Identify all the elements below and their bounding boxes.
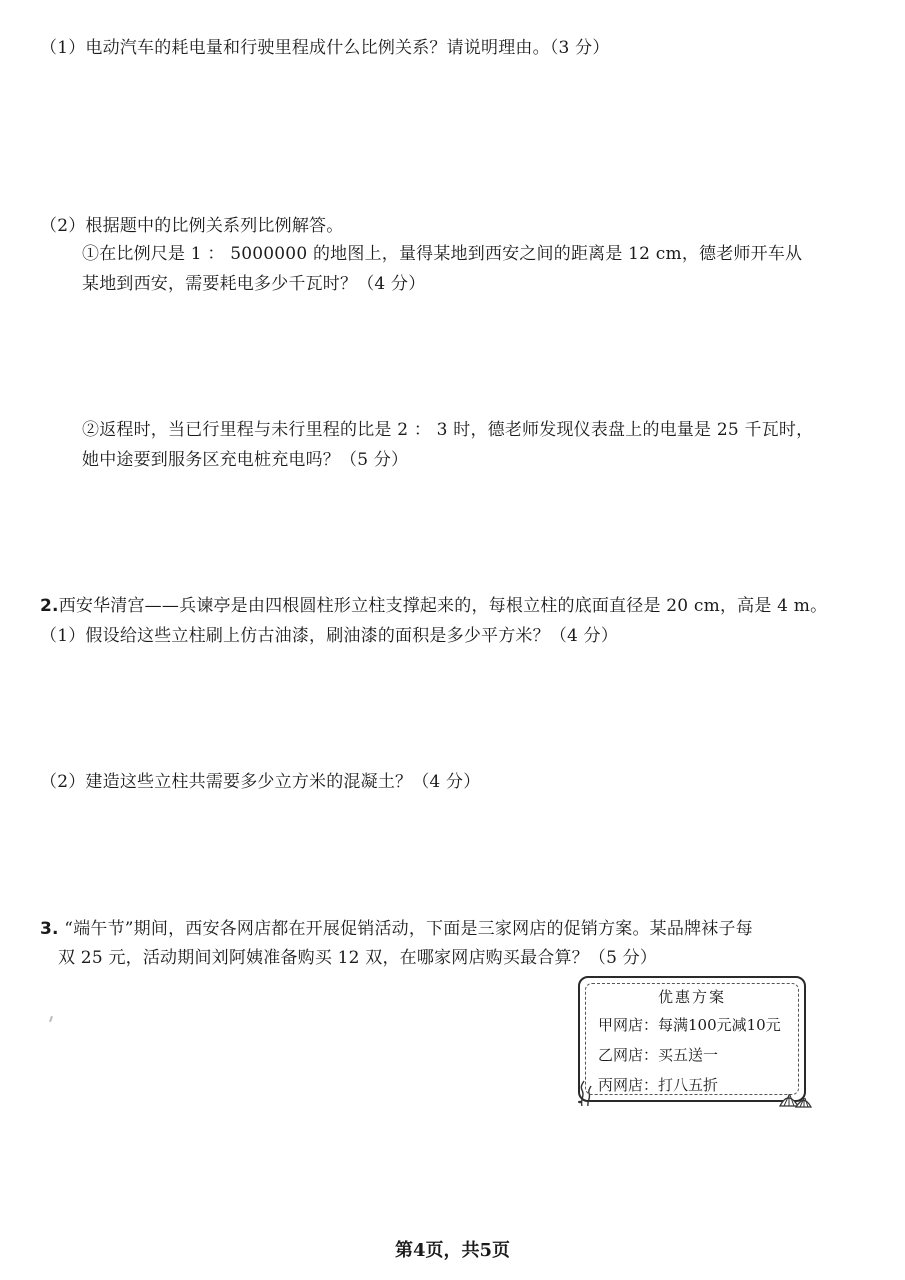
q2-stem: [40, 594, 827, 618]
q2-part2-text: （2）建造这些立柱共需要多少立方米的混凝土？（4 分）: [40, 772, 481, 792]
q1-part2-sub2-line2: 她中途要到服务区充电桩充电吗？（5 分）: [82, 450, 409, 470]
q1-part2-sub1-line1: ①在比例尺是 1 ： 5000000 的地图上，量得某地到西安之间的距离是 12 cm，德老师开车从: [82, 244, 803, 264]
q3-stem-text: “端午节”期间，西安各网店都在开展促销活动，下面是三家网店的促销方案。某品牌袜子每: [64, 919, 753, 939]
promotion-item-jia: 甲网店：每满100元减10元: [598, 1016, 781, 1034]
promotion-title: 优惠方案: [657, 988, 726, 1006]
q1-part2-sub1-line2: 某地到西安，需要耗电多少千瓦时？（4 分）: [82, 274, 426, 294]
promotion-item-yi: 乙网店：买五送一: [598, 1046, 719, 1064]
q1-part1-text: （1）电动汽车的耗电量和行驶里程成什么比例关系？请说明理由。（3 分）: [40, 38, 610, 58]
q2-number: 2.: [40, 596, 59, 616]
q3-stem-line1: [40, 917, 753, 941]
shell-decoration-icon: [778, 1086, 812, 1108]
q1-part2-sub2-line1: ②返程时，当已行里程与未行里程的比是 2 ： 3 时，德老师发现仪表盘上的电量是 25 千瓦时，: [82, 420, 814, 440]
scan-speck: [49, 1016, 53, 1022]
q2-part1-text: （1）假设给这些立柱刷上仿古油漆，刷油漆的面积是多少平方米？（4 分）: [40, 626, 619, 646]
seaweed-decoration-icon: [576, 1080, 602, 1106]
q2-stem-text: 西安华清宫——兵谏亭是由四根圆柱形立柱支撑起来的，每根立柱的底面直径是 20 cm，高是 4 m。: [58, 596, 828, 616]
q3-number: 3.: [40, 919, 59, 939]
promotion-item-bing: 丙网店：打八五折: [598, 1076, 719, 1094]
promotion-box: [578, 976, 806, 1102]
q1-part2-text: （2）根据题中的比例关系列比例解答。: [40, 216, 344, 236]
q3-stem-line2: 双 25 元，活动期间刘阿姨准备购买 12 双，在哪家网店购买最合算？（5 分）: [58, 948, 658, 968]
page-footer: 第4页，共5页: [394, 1240, 511, 1261]
